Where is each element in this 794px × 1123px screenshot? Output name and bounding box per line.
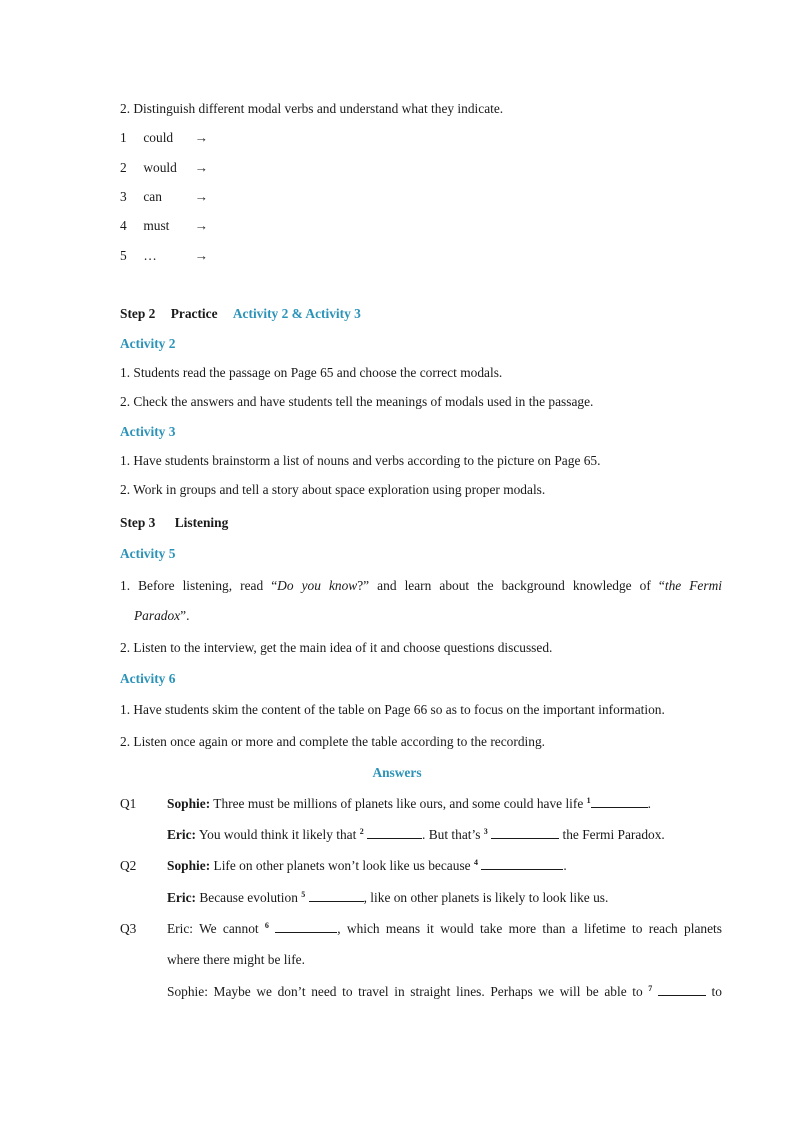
activity5-line: 1. Before listening, read “Do you know?” and learn about the background knowledge of “the Fermi — [120, 578, 722, 593]
right-arrow-icon: → — [194, 160, 209, 175]
answer-blank[interactable] — [481, 858, 563, 870]
step-label: Step 3 — [120, 515, 156, 530]
activity5-line-cont: Paradox”. — [134, 608, 190, 623]
answer-line: Sophie: Three must be millions of planets like ours, and some could have life $^1$ . — [167, 796, 651, 811]
modal-word: must — [143, 218, 170, 233]
modal-word: … — [143, 248, 157, 263]
step3-heading — [120, 515, 228, 531]
answer-blank[interactable] — [591, 796, 648, 808]
modal-item — [120, 189, 208, 205]
activity3-line: 1. Have students brainstorm a list of nouns and verbs according to the picture on Page 65. — [120, 453, 601, 468]
activity2-line: 1. Students read the passage on Page 65 and choose the correct modals. — [120, 365, 503, 380]
step-title: Listening — [174, 515, 229, 530]
question-label: Q1 — [120, 796, 137, 811]
activity5-line: 2. Listen to the interview, get the main idea of it and choose questions discussed. — [120, 640, 553, 655]
step-title: Practice — [170, 306, 218, 321]
activity5-heading: Activity 5 — [120, 546, 176, 561]
modal-word: would — [143, 160, 177, 175]
activity2-line: 2. Check the answers and have students tell the meanings of modals used in the passage. — [120, 394, 594, 409]
modal-number: 3 — [120, 189, 127, 204]
modal-word: could — [143, 130, 174, 145]
answer-line: Sophie: Maybe we don’t need to travel in straight lines. Perhaps we will be able to $^7$ to — [167, 984, 722, 999]
answer-blank[interactable] — [275, 921, 337, 933]
modal-number: 5 — [120, 248, 127, 263]
question-label: Q2 — [120, 858, 137, 873]
modal-item — [120, 248, 208, 264]
step-activities: Activity 2 & Activity 3 — [232, 306, 361, 321]
modal-number: 1 — [120, 130, 127, 145]
answer-blank[interactable] — [491, 827, 559, 839]
activity6-line: 2. Listen once again or more and complete the table according to the recording. — [120, 734, 545, 749]
right-arrow-icon: → — [194, 189, 209, 204]
answer-blank[interactable] — [658, 984, 706, 996]
right-arrow-icon: → — [194, 130, 209, 145]
activity3-heading: Activity 3 — [120, 424, 176, 439]
answer-line: Sophie: Life on other planets won’t look like us because $^4$ . — [167, 858, 567, 873]
activity6-heading: Activity 6 — [120, 671, 176, 686]
question-label: Q3 — [120, 921, 137, 936]
step2-heading — [120, 306, 361, 322]
right-arrow-icon: → — [194, 218, 209, 233]
modal-number: 2 — [120, 160, 127, 175]
activity6-line: 1. Have students skim the content of the table on Page 66 so as to focus on the important information. — [120, 702, 665, 717]
right-arrow-icon: → — [194, 248, 209, 263]
answer-line: Eric: We cannot $^6$ , which means it would take more than a lifetime to reach planets — [167, 921, 722, 936]
modal-word: can — [143, 189, 162, 204]
activity3-line: 2. Work in groups and tell a story about space exploration using proper modals. — [120, 482, 546, 497]
answer-line: Eric: You would think it likely that $^2$ . But that’s $^3$ the Fermi Paradox. — [167, 827, 665, 842]
answer-blank[interactable] — [309, 890, 364, 902]
activity2-heading: Activity 2 — [120, 336, 176, 351]
answers-heading: Answers — [372, 765, 422, 780]
modal-item — [120, 160, 208, 176]
modal-item — [120, 218, 208, 234]
answer-line: where there might be life. — [167, 952, 305, 967]
modal-number: 4 — [120, 218, 127, 233]
modal-item — [120, 130, 208, 146]
answer-blank[interactable] — [367, 827, 422, 839]
intro-line: 2. Distinguish different modal verbs and understand what they indicate. — [120, 101, 504, 116]
answer-line: Eric: Because evolution $^5$ , like on other planets is likely to look like us. — [167, 890, 609, 905]
step-label: Step 2 — [120, 306, 156, 321]
